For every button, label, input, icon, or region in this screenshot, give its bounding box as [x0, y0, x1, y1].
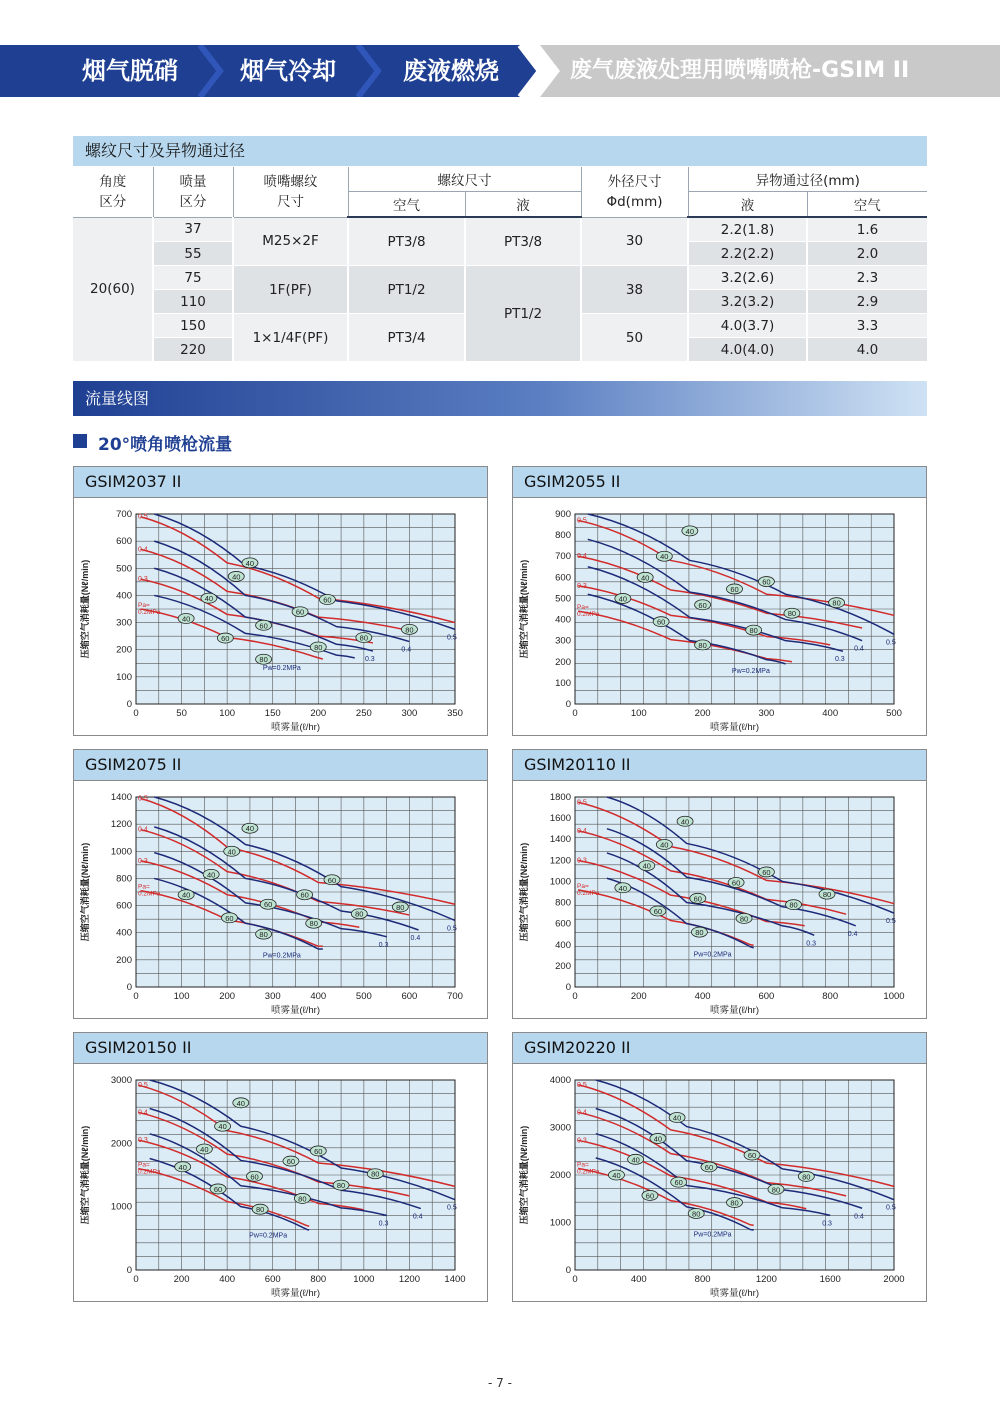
- value-marker-label: 80: [730, 1198, 739, 1208]
- x-tick-label: 150: [264, 708, 281, 719]
- value-marker-label: 60: [762, 577, 771, 587]
- value-marker-label: 40: [227, 847, 236, 857]
- flow-section-bar: [73, 381, 927, 416]
- series-label: 0.2MPa: [138, 1168, 161, 1176]
- y-tick-label: 600: [116, 536, 132, 548]
- value-marker-label: 40: [181, 890, 191, 900]
- spec-section-bar: [73, 136, 927, 166]
- y-tick-label: 600: [116, 900, 132, 912]
- cell-liquid-thread: PT3/8: [465, 217, 581, 266]
- x-tick-label: 300: [401, 708, 418, 719]
- chart-box-gsim20220: [512, 1032, 927, 1302]
- value-marker-label: 80: [695, 928, 704, 938]
- series-label: 0.4: [577, 1109, 587, 1117]
- series-label: 0.3: [138, 857, 148, 865]
- series-label: 0.3: [138, 1137, 148, 1145]
- flow-subtitle: 20°喷角喷枪流量: [98, 435, 233, 455]
- value-marker-label: 80: [259, 655, 268, 665]
- header-passage: 异物通过径(mm): [688, 167, 927, 192]
- header-angle: 角度 区分: [73, 167, 153, 217]
- cell-nozzle-thread: M25×2F: [233, 217, 348, 266]
- flow-chart-gsim2055: [513, 498, 926, 735]
- value-marker-label: 40: [631, 1155, 640, 1165]
- series-label: Pa=: [577, 1161, 589, 1169]
- chart-title: GSIM2075 II: [74, 750, 487, 781]
- series-end-label: 0.4: [847, 930, 858, 938]
- y-tick-label: 1800: [549, 792, 571, 803]
- y-tick-label: 300: [555, 635, 571, 647]
- value-marker-label: 80: [336, 1181, 346, 1191]
- value-marker-label: 40: [245, 824, 255, 834]
- y-tick-label: 300: [116, 617, 132, 629]
- value-marker-label: 60: [762, 867, 771, 877]
- flow-section-title: 流量线图: [85, 389, 150, 408]
- value-marker-label: 40: [200, 1145, 209, 1155]
- cell-liquid-thread: PT1/2: [465, 266, 581, 362]
- value-marker-label: 60: [698, 600, 707, 610]
- header-passage-liquid: 液: [688, 192, 807, 218]
- x-tick-label: 600: [401, 991, 418, 1002]
- flow-chart-gsim2075: [74, 781, 487, 1018]
- flow-chart-gsim20110: [513, 781, 926, 1018]
- value-marker-label: 40: [642, 861, 651, 871]
- x-tick-label: 200: [173, 1274, 190, 1285]
- value-marker-label: 60: [300, 890, 309, 900]
- value-marker-label: 40: [653, 1134, 663, 1144]
- y-tick-label: 400: [555, 939, 571, 951]
- series-label: 0.2MPa: [138, 609, 161, 616]
- header-nozzle-thread: 喷嘴螺纹 尺寸: [233, 167, 348, 217]
- series-end-label: 0.3: [834, 656, 845, 664]
- cell-air-thread: PT3/4: [348, 314, 465, 362]
- value-marker-label: 60: [645, 1191, 655, 1201]
- y-tick-label: 200: [116, 954, 132, 966]
- chart-title: GSIM20110 II: [513, 750, 926, 781]
- cell-flow: 37: [153, 217, 233, 242]
- y-tick-label: 0: [126, 982, 132, 993]
- x-tick-label: 1000: [883, 991, 905, 1002]
- x-tick-label: 250: [355, 708, 372, 719]
- value-marker-label: 80: [298, 1194, 307, 1204]
- series-end-label: 0.3: [364, 656, 375, 664]
- y-tick-label: 0: [126, 1265, 132, 1276]
- x-tick-label: 200: [630, 991, 647, 1002]
- x-tick-label: 100: [630, 708, 647, 719]
- value-marker-label: 40: [641, 573, 650, 583]
- value-marker-label: 40: [178, 1162, 187, 1172]
- value-marker-label: 40: [245, 558, 255, 568]
- series-label: Pa=: [577, 882, 589, 890]
- value-marker-label: 40: [660, 552, 669, 562]
- x-axis-label: 喷雾量(ℓ/hr): [710, 1005, 759, 1016]
- value-marker-label: 60: [327, 875, 337, 885]
- value-marker-label: 40: [680, 817, 690, 827]
- header-thread-air: 空气: [348, 192, 465, 218]
- y-axis-label: 压缩空气消耗量(Nℓ/min): [519, 1125, 529, 1225]
- x-axis-label: 喷雾量(ℓ/hr): [710, 722, 759, 733]
- x-axis-label: 喷雾量(ℓ/hr): [271, 722, 320, 733]
- value-marker-label: 80: [259, 930, 268, 940]
- x-axis-label: 喷雾量(ℓ/hr): [271, 1288, 320, 1299]
- value-marker-label: 80: [355, 909, 364, 919]
- value-marker-label: 40: [207, 870, 216, 880]
- cell-passage-liquid: 2.2(1.8): [688, 217, 807, 242]
- series-label: 0.4: [577, 553, 587, 561]
- series-label: Pa=: [138, 602, 150, 609]
- cell-passage-air: 2.9: [807, 290, 927, 314]
- y-tick-label: 0: [565, 1265, 571, 1276]
- pw-label: Pw=0.2MPa: [262, 952, 301, 960]
- x-tick-label: 300: [758, 708, 775, 719]
- cell-outer-dia: 30: [581, 217, 688, 266]
- series-label: Pa=: [577, 604, 589, 612]
- value-marker-label: 80: [787, 609, 797, 619]
- x-tick-label: 200: [694, 708, 711, 719]
- value-marker-label: 60: [323, 595, 332, 605]
- x-tick-label: 500: [886, 708, 902, 719]
- x-tick-label: 200: [310, 708, 327, 719]
- x-tick-label: 200: [219, 991, 236, 1002]
- y-tick-label: 1400: [549, 834, 571, 846]
- y-tick-label: 200: [555, 656, 571, 668]
- y-tick-label: 1000: [549, 876, 571, 888]
- y-tick-label: 500: [116, 563, 132, 575]
- cell-passage-air: 1.6: [807, 217, 927, 242]
- value-marker-label: 80: [396, 902, 405, 912]
- y-tick-label: 1000: [110, 1201, 132, 1213]
- series-end-label: 0.5: [886, 918, 896, 926]
- y-tick-label: 900: [555, 509, 571, 520]
- value-marker-label: 40: [685, 526, 695, 536]
- x-tick-label: 1400: [444, 1274, 466, 1285]
- y-tick-label: 1200: [110, 819, 132, 831]
- cell-flow: 150: [153, 314, 233, 338]
- cell-passage-liquid: 4.0(4.0): [688, 338, 807, 362]
- x-tick-label: 0: [572, 1274, 578, 1285]
- chart-box-gsim2075: [73, 749, 488, 1019]
- series-label: 0.4: [138, 1109, 148, 1117]
- value-marker-label: 80: [309, 919, 318, 929]
- chart-title: GSIM2055 II: [513, 467, 926, 498]
- header-outer-dia: 外径尺寸 Φd(mm): [581, 167, 688, 217]
- value-marker-label: 80: [739, 914, 749, 924]
- x-tick-label: 0: [572, 991, 578, 1002]
- y-tick-label: 100: [116, 671, 132, 683]
- cell-passage-liquid: 3.2(3.2): [688, 290, 807, 314]
- x-tick-label: 400: [822, 708, 839, 719]
- cell-flow: 110: [153, 290, 233, 314]
- series-end-label: 0.5: [886, 1204, 896, 1212]
- x-tick-label: 0: [133, 1274, 139, 1285]
- cell-outer-dia: 38: [581, 266, 688, 314]
- value-marker-label: 80: [698, 640, 707, 650]
- x-axis-label: 喷雾量(ℓ/hr): [271, 1005, 320, 1016]
- series-end-label: 0.5: [447, 925, 457, 933]
- series-label: 0.5: [577, 517, 587, 525]
- x-tick-label: 1200: [398, 1274, 420, 1285]
- value-marker-label: 60: [730, 584, 739, 594]
- y-axis-label: 压缩空气消耗量(Nℓ/min): [519, 559, 529, 659]
- y-tick-label: 400: [555, 614, 571, 626]
- pw-label: Pw=0.2MPa: [262, 665, 301, 673]
- x-tick-label: 1000: [353, 1274, 375, 1285]
- cell-flow: 220: [153, 338, 233, 362]
- series-label: 0.3: [138, 576, 148, 584]
- square-bullet-icon: [73, 434, 87, 448]
- series-end-label: 0.3: [806, 940, 816, 948]
- pw-label: Pw=0.2MPa: [249, 1232, 288, 1240]
- series-label: 0.3: [577, 582, 587, 590]
- series-end-label: 0.5: [447, 1204, 457, 1212]
- series-label: 0.5: [577, 799, 587, 807]
- series-label: 0.3: [577, 1137, 587, 1145]
- x-tick-label: 100: [219, 708, 236, 719]
- series-label: 0.2MPa: [577, 889, 600, 897]
- x-tick-label: 100: [173, 991, 190, 1002]
- chart-box-gsim2055: [512, 466, 927, 736]
- value-marker-label: 40: [232, 572, 241, 582]
- series-end-label: 0.5: [447, 634, 457, 642]
- y-tick-label: 100: [555, 677, 571, 689]
- x-tick-label: 400: [694, 991, 711, 1002]
- series-label: 0.2MPa: [577, 611, 600, 619]
- value-marker-label: 40: [181, 614, 191, 624]
- x-tick-label: 600: [264, 1274, 281, 1285]
- series-label: 0.5: [138, 1082, 148, 1090]
- y-tick-label: 0: [126, 699, 132, 710]
- nav-item-waste-combustion[interactable]: 废液燃烧: [403, 57, 499, 85]
- chart-title: GSIM20150 II: [74, 1033, 487, 1064]
- cell-passage-air: 2.0: [807, 242, 927, 266]
- value-marker-label: 60: [731, 878, 741, 888]
- header-thread-liquid: 液: [465, 192, 581, 218]
- series-label: 0.4: [577, 827, 587, 835]
- value-marker-label: 40: [612, 1171, 621, 1180]
- value-marker-label: 60: [747, 1151, 757, 1161]
- cell-flow: 75: [153, 266, 233, 290]
- value-marker-label: 80: [405, 625, 414, 635]
- y-tick-label: 800: [116, 873, 132, 885]
- value-marker-label: 60: [693, 894, 702, 904]
- series-label: 0.3: [577, 857, 587, 865]
- pw-label: Pw=0.2MPa: [731, 667, 770, 675]
- cell-passage-air: 3.3: [807, 314, 927, 338]
- series-end-label: 0.4: [401, 646, 412, 654]
- y-tick-label: 0: [565, 699, 571, 710]
- cell-flow: 55: [153, 242, 233, 266]
- y-axis-label: 压缩空气消耗量(Nℓ/min): [519, 842, 529, 942]
- value-marker-label: 80: [749, 626, 758, 636]
- x-axis-label: 喷雾量(ℓ/hr): [710, 1288, 759, 1299]
- y-tick-label: 2000: [110, 1138, 132, 1150]
- nav-item-denitration[interactable]: 烟气脱硝: [82, 57, 178, 85]
- series-label: 0.5: [577, 1081, 587, 1089]
- value-marker-label: 40: [218, 1122, 227, 1132]
- y-tick-label: 3000: [549, 1122, 571, 1134]
- series-label: 0.2MPa: [138, 890, 161, 898]
- y-tick-label: 1400: [110, 792, 132, 803]
- value-marker-label: 60: [704, 1162, 714, 1172]
- series-label: Pa=: [138, 1161, 150, 1169]
- pw-label: Pw=0.2MPa: [693, 951, 732, 959]
- x-tick-label: 400: [630, 1274, 647, 1285]
- spec-section-title: 螺纹尺寸及异物通过径: [85, 141, 246, 160]
- x-tick-label: 600: [758, 991, 775, 1002]
- chart-title: GSIM2037 II: [74, 467, 487, 498]
- y-tick-label: 1600: [549, 813, 571, 825]
- cell-air-thread: PT1/2: [348, 266, 465, 314]
- value-marker-label: 80: [371, 1169, 380, 1179]
- x-tick-label: 0: [133, 708, 139, 719]
- y-tick-label: 200: [116, 644, 132, 656]
- x-tick-label: 800: [694, 1274, 711, 1285]
- y-axis-label: 压缩空气消耗量(Nℓ/min): [80, 559, 90, 659]
- value-marker-label: 40: [618, 883, 628, 893]
- y-axis-label: 压缩空气消耗量(Nℓ/min): [80, 1125, 90, 1225]
- value-marker-label: 40: [660, 840, 669, 850]
- x-tick-label: 1600: [819, 1274, 841, 1285]
- value-marker-label: 60: [225, 913, 234, 923]
- value-marker-label: 60: [653, 907, 663, 916]
- value-marker-label: 60: [250, 1172, 259, 1182]
- value-marker-label: 60: [263, 900, 273, 910]
- x-tick-label: 0: [572, 708, 578, 719]
- series-label: 0.5: [138, 513, 148, 521]
- value-marker-label: 80: [256, 1205, 265, 1215]
- page-number: - 7 -: [488, 1376, 512, 1390]
- value-marker-label: 80: [832, 598, 841, 608]
- value-marker-label: 60: [295, 607, 305, 617]
- value-marker-label: 60: [656, 617, 666, 627]
- y-tick-label: 800: [555, 530, 571, 542]
- y-tick-label: 800: [555, 897, 571, 909]
- x-tick-label: 300: [264, 991, 281, 1002]
- y-tick-label: 600: [555, 572, 571, 584]
- y-tick-label: 400: [116, 927, 132, 939]
- value-marker-label: 40: [236, 1098, 245, 1108]
- value-marker-label: 80: [822, 890, 832, 900]
- value-marker-label: 40: [618, 594, 628, 604]
- cell-passage-liquid: 4.0(3.7): [688, 314, 807, 338]
- x-tick-label: 800: [822, 991, 839, 1002]
- series-label: 0.5: [138, 795, 148, 803]
- x-tick-label: 500: [355, 991, 372, 1002]
- series-label: 0.2MPa: [577, 1168, 600, 1176]
- value-marker-label: 80: [771, 1185, 781, 1195]
- header-thread: 螺纹尺寸: [348, 167, 581, 192]
- x-tick-label: 400: [310, 991, 327, 1002]
- value-marker-label: 80: [802, 1172, 811, 1182]
- series-label: Pa=: [138, 883, 150, 891]
- cell-angle: 20(60): [73, 217, 153, 361]
- series-end-label: 0.4: [854, 645, 864, 653]
- header-flow: 喷量 区分: [153, 167, 233, 217]
- series-end-label: 0.3: [378, 1220, 389, 1228]
- y-tick-label: 2000: [549, 1170, 571, 1181]
- cell-passage-air: 2.3: [807, 266, 927, 290]
- x-tick-label: 700: [447, 991, 463, 1002]
- value-marker-label: 60: [286, 1157, 296, 1167]
- x-tick-label: 1200: [755, 1274, 777, 1285]
- y-axis-label: 压缩空气消耗量(Nℓ/min): [80, 842, 90, 942]
- spec-table: [73, 167, 927, 361]
- flow-chart-gsim2037: [74, 498, 487, 735]
- value-marker-label: 40: [672, 1113, 682, 1123]
- x-tick-label: 400: [219, 1274, 236, 1285]
- cell-nozzle-thread: 1F(PF): [233, 266, 348, 314]
- cell-passage-air: 4.0: [807, 338, 927, 362]
- y-tick-label: 500: [555, 593, 571, 605]
- series-label: 0.4: [138, 546, 148, 554]
- chart-title: GSIM20220 II: [513, 1033, 926, 1064]
- value-marker-label: 80: [314, 643, 323, 652]
- y-tick-label: 0: [565, 982, 571, 993]
- y-tick-label: 400: [116, 590, 132, 602]
- y-tick-label: 200: [555, 960, 571, 972]
- chart-box-gsim20110: [512, 749, 927, 1019]
- series-end-label: 0.4: [410, 935, 421, 942]
- y-tick-label: 1000: [110, 846, 132, 858]
- nav-item-cooling[interactable]: 烟气冷却: [240, 57, 336, 85]
- value-marker-label: 60: [213, 1184, 223, 1194]
- y-tick-label: 1200: [549, 855, 571, 867]
- series-end-label: 0.3: [822, 1220, 832, 1228]
- value-marker-label: 60: [674, 1178, 683, 1188]
- cell-passage-liquid: 2.2(2.2): [688, 242, 807, 266]
- chart-box-gsim20150: [73, 1032, 488, 1302]
- top-nav: [0, 45, 1000, 97]
- y-tick-label: 700: [555, 551, 571, 563]
- series-label: 0.4: [138, 826, 148, 834]
- cell-passage-liquid: 3.2(2.6): [688, 266, 807, 290]
- x-tick-label: 800: [310, 1274, 327, 1285]
- header-passage-air: 空气: [807, 192, 927, 218]
- value-marker-label: 80: [359, 633, 369, 643]
- value-marker-label: 40: [204, 594, 214, 604]
- y-tick-label: 3000: [110, 1075, 132, 1086]
- y-tick-label: 700: [116, 509, 132, 520]
- flow-chart-gsim20220: [513, 1064, 926, 1301]
- value-marker-label: 60: [314, 1146, 323, 1156]
- series-end-label: 0.4: [412, 1213, 423, 1221]
- value-marker-label: 80: [692, 1209, 701, 1219]
- value-marker-label: 60: [221, 634, 230, 644]
- flow-chart-gsim20150: [74, 1064, 487, 1301]
- series-end-label: 0.3: [378, 941, 389, 949]
- value-marker-label: 60: [259, 621, 268, 631]
- series-end-label: 0.5: [886, 639, 896, 647]
- cell-outer-dia: 50: [581, 314, 688, 362]
- chart-box-gsim2037: [73, 466, 488, 736]
- cell-air-thread: PT3/8: [348, 217, 465, 266]
- pw-label: Pw=0.2MPa: [693, 1231, 732, 1239]
- y-tick-label: 4000: [549, 1075, 571, 1086]
- cell-nozzle-thread: 1×1/4F(PF): [233, 314, 348, 362]
- x-tick-label: 0: [133, 991, 139, 1002]
- value-marker-label: 80: [789, 900, 798, 910]
- x-tick-label: 50: [176, 708, 187, 719]
- x-tick-label: 2000: [883, 1274, 905, 1285]
- y-tick-label: 1000: [549, 1217, 571, 1229]
- y-tick-label: 600: [555, 918, 571, 930]
- series-end-label: 0.4: [854, 1213, 864, 1221]
- x-tick-label: 350: [447, 708, 463, 719]
- nav-title: 废气废液处理用喷嘴喷枪-GSIM II: [570, 58, 910, 83]
